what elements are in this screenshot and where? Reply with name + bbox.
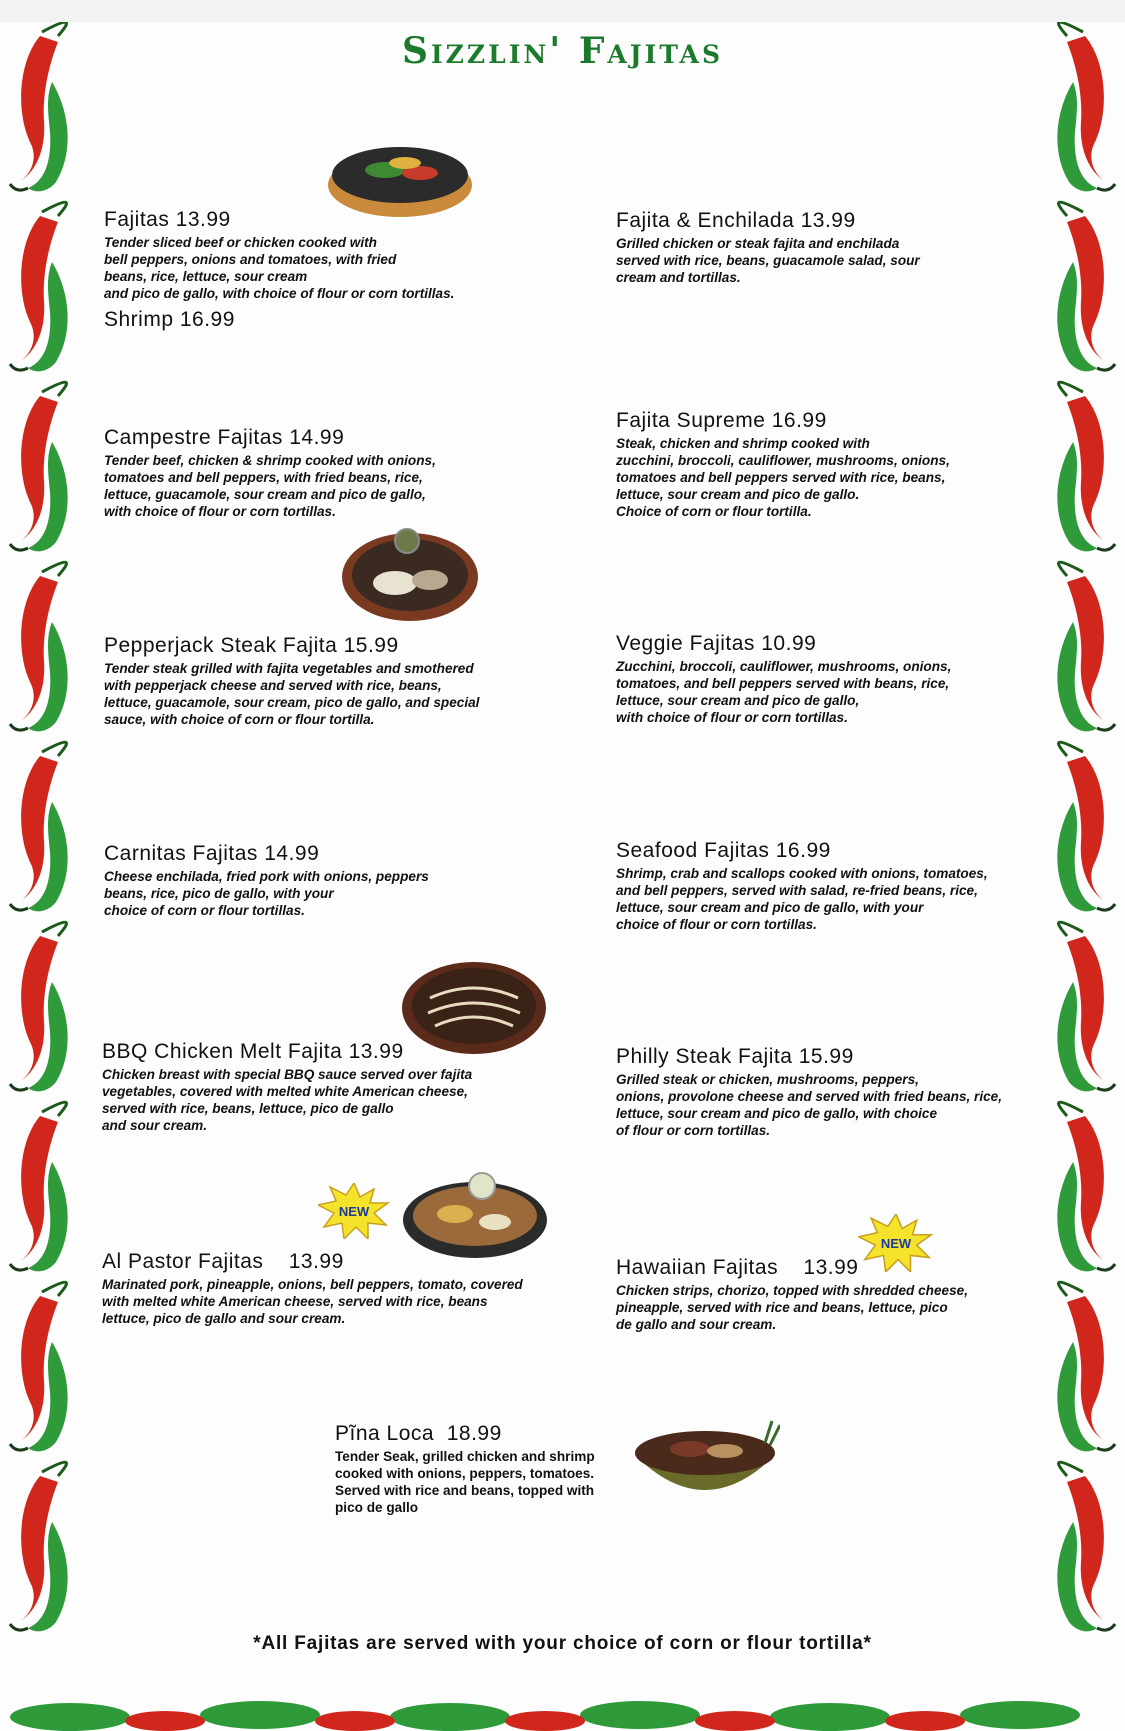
menu-item-pina-loca — [335, 1422, 635, 1516]
footer-note: *All Fajitas are served with your choice of corn or flour tortilla* — [253, 1633, 872, 1654]
menu-item-philly-steak — [616, 1045, 1046, 1139]
al-pastor-dish-image — [400, 1172, 550, 1262]
item-description: Steak, chicken and shrimp cooked with zucchini, broccoli, cauliflower, mushrooms, onions, tomatoes and bell peppers served with rice, beans, lettuce, sour cream and pico de gallo. Choice of corn or flour tortilla. — [616, 436, 950, 519]
item-description: Grilled steak or chicken, mushrooms, peppers, onions, provolone cheese and served with fried beans, rice, lettuce, sour cream and pico de gallo, with choice of flour or corn tortillas. — [616, 1072, 1003, 1138]
menu-item-carnitas — [104, 842, 544, 919]
menu-item-veggie — [616, 632, 1036, 726]
item-name: Fajita & Enchilada 13.99 — [616, 209, 856, 232]
item-name: Hawaiian Fajitas 13.99 — [616, 1256, 859, 1279]
menu-item-pepperjack — [104, 634, 544, 728]
item-name: Fajitas 13.99 — [104, 208, 231, 231]
item-name: Fajita Supreme 16.99 — [616, 409, 827, 432]
item-extra-price: Shrimp 16.99 — [104, 308, 235, 331]
item-description: Marinated pork, pineapple, onions, bell peppers, tomato, covered with melted white American cheese, served with rice, beans lettuce, pico de gallo and sour cream. — [102, 1277, 523, 1326]
new-badge-hawaiian: NEW — [858, 1214, 934, 1272]
item-description: Zucchini, broccoli, cauliflower, mushrooms, onions, tomatoes, and bell peppers served with beans, rice, lettuce, sour cream and pico de gallo, with choice of flour or corn tortillas. — [616, 659, 952, 725]
item-name: Veggie Fajitas 10.99 — [616, 632, 817, 655]
menu-item-fajitas — [104, 208, 544, 332]
item-description: Tender Seak, grilled chicken and shrimp cooked with onions, peppers, tomatoes. Served with rice and beans, topped with pico de gallo — [335, 1449, 595, 1515]
item-name: Pepperjack Steak Fajita 15.99 — [104, 634, 399, 657]
menu-item-fajita-enchilada — [616, 209, 1036, 286]
menu-item-seafood — [616, 839, 1046, 933]
page-title: Sizzlin' Fajitas — [401, 30, 724, 72]
menu-item-al-pastor — [102, 1250, 562, 1327]
menu-item-hawaiian — [616, 1256, 1036, 1333]
left-chili-border — [0, 22, 110, 1682]
item-description: Grilled chicken or steak fajita and enchilada served with rice, beans, guacamole salad, sour cream and tortillas. — [616, 236, 920, 285]
top-edge — [0, 0, 1125, 22]
item-name: Seafood Fajitas 16.99 — [616, 839, 831, 862]
pina-loca-dish-image — [630, 1415, 780, 1515]
item-description: Cheese enchilada, fried pork with onions, peppers beans, rice, pico de gallo, with your choice of corn or flour tortillas. — [104, 869, 429, 918]
item-name: BBQ Chicken Melt Fajita 13.99 — [102, 1040, 404, 1063]
menu-item-campestre — [104, 426, 544, 520]
menu-item-bbq-chicken-melt — [102, 1040, 542, 1134]
item-name: Carnitas Fajitas 14.99 — [104, 842, 320, 865]
bottom-chili-border — [0, 1671, 1125, 1731]
item-description: Shrimp, crab and scallops cooked with onions, tomatoes, and bell peppers, served with salad, re-fried beans, rice, lettuce, sour cream and pico de gallo, with your choice of flour or corn tortillas. — [616, 866, 988, 932]
menu-item-fajita-supreme — [616, 409, 1036, 520]
item-name: Pĩna Loca 18.99 — [335, 1422, 502, 1445]
item-name: Al Pastor Fajitas 13.99 — [102, 1250, 344, 1273]
item-description: Tender sliced beef or chicken cooked with bell peppers, onions and tomatoes, with fried beans, rice, lettuce, sour cream and pico de gallo, with choice of flour or corn tortillas. — [104, 235, 455, 301]
item-description: Tender steak grilled with fajita vegetables and smothered with pepperjack cheese and served with rice, beans, lettuce, guacamole, sour cream, pico de gallo, and special sauce, with choice of corn or flour tortilla. — [104, 661, 480, 727]
item-name: Philly Steak Fajita 15.99 — [616, 1045, 854, 1068]
item-name: Campestre Fajitas 14.99 — [104, 426, 345, 449]
item-description: Tender beef, chicken & shrimp cooked with onions, tomatoes and bell peppers, with fried beans, rice, lettuce, guacamole, sour cream and pico de gallo, with choice of flour or corn tortillas. — [104, 453, 436, 519]
item-description: Chicken strips, chorizo, topped with shredded cheese, pineapple, served with rice and beans, lettuce, pico de gallo and sour cream. — [616, 1283, 968, 1332]
new-badge-al-pastor: NEW — [318, 1183, 390, 1239]
campestre-dish-image — [340, 525, 480, 625]
item-description: Chicken breast with special BBQ sauce served over fajita vegetables, covered with melted white American cheese, served with rice, beans, lettuce, pico de gallo and sour cream. — [102, 1067, 473, 1133]
